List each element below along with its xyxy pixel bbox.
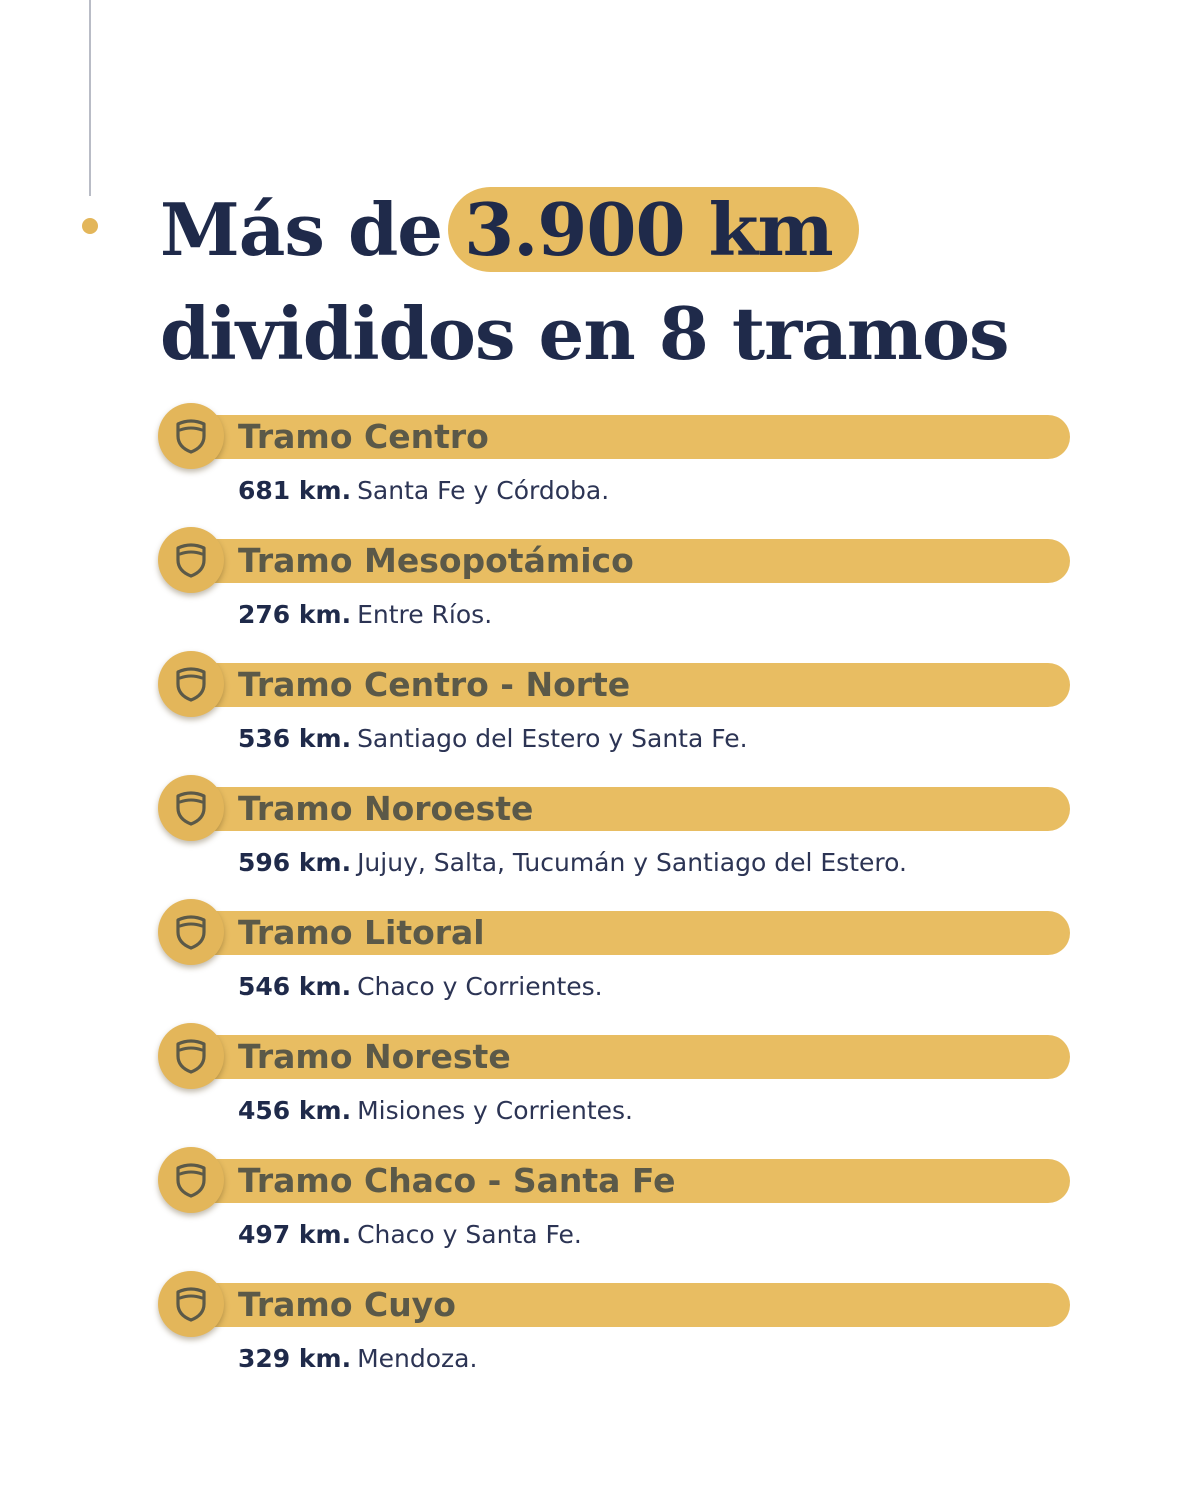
tramo-km: 276 km. <box>238 600 352 629</box>
tramo-name: Tramo Centro - Norte <box>238 665 631 704</box>
tramo-provinces: Misiones y Corrientes. <box>357 1096 633 1125</box>
tramo-km: 497 km. <box>238 1220 352 1249</box>
tramo-km: 329 km. <box>238 1344 352 1373</box>
tramo-km: 456 km. <box>238 1096 352 1125</box>
headline-highlight: 3.900 km <box>448 187 859 272</box>
shield-icon <box>158 403 224 469</box>
headline-line-2: divididos en 8 tramos <box>160 291 1009 376</box>
tramo-description <box>238 1094 633 1128</box>
tramo-km: 536 km. <box>238 724 352 753</box>
shield-icon <box>158 651 224 717</box>
tramo-item <box>158 398 1070 522</box>
shield-icon <box>158 527 224 593</box>
tramo-item <box>158 770 1070 894</box>
tramo-description <box>238 1218 582 1252</box>
shield-icon <box>158 775 224 841</box>
tramo-provinces: Entre Ríos. <box>357 600 493 629</box>
tramo-item <box>158 894 1070 1018</box>
tramo-name: Tramo Chaco - Santa Fe <box>238 1161 676 1200</box>
tramo-name: Tramo Litoral <box>238 913 485 952</box>
tramo-provinces: Santiago del Estero y Santa Fe. <box>357 724 748 753</box>
tramo-description <box>238 846 907 880</box>
tramo-provinces: Santa Fe y Córdoba. <box>357 476 610 505</box>
tramo-km: 546 km. <box>238 972 352 1001</box>
tramo-name: Tramo Mesopotámico <box>238 541 634 580</box>
tramo-item <box>158 1266 1070 1390</box>
shield-icon <box>158 1023 224 1089</box>
tramo-name: Tramo Noreste <box>238 1037 511 1076</box>
timeline-dot <box>82 218 98 234</box>
tramo-provinces: Jujuy, Salta, Tucumán y Santiago del Estero. <box>357 848 907 877</box>
tramo-item <box>158 1142 1070 1266</box>
tramo-item <box>158 1018 1070 1142</box>
tramo-name: Tramo Centro <box>238 417 489 456</box>
headline-line-1 <box>160 178 1009 282</box>
tramo-description <box>238 598 492 632</box>
tramo-item <box>158 646 1070 770</box>
tramo-km: 596 km. <box>238 848 352 877</box>
tramo-item <box>158 522 1070 646</box>
tramo-list <box>158 398 1070 1390</box>
shield-icon <box>158 1147 224 1213</box>
tramo-name: Tramo Cuyo <box>238 1285 456 1324</box>
shield-icon <box>158 899 224 965</box>
shield-icon <box>158 1271 224 1337</box>
tramo-description <box>238 474 609 508</box>
tramo-provinces: Chaco y Santa Fe. <box>357 1220 582 1249</box>
timeline-line <box>89 0 91 196</box>
tramo-description <box>238 970 603 1004</box>
tramo-provinces: Chaco y Corrientes. <box>357 972 603 1001</box>
tramo-provinces: Mendoza. <box>357 1344 478 1373</box>
tramo-name: Tramo Noroeste <box>238 789 534 828</box>
tramo-description <box>238 722 748 756</box>
tramo-description <box>238 1342 477 1376</box>
headline-prefix: Más de <box>160 187 443 272</box>
headline <box>160 178 1009 386</box>
tramo-km: 681 km. <box>238 476 352 505</box>
